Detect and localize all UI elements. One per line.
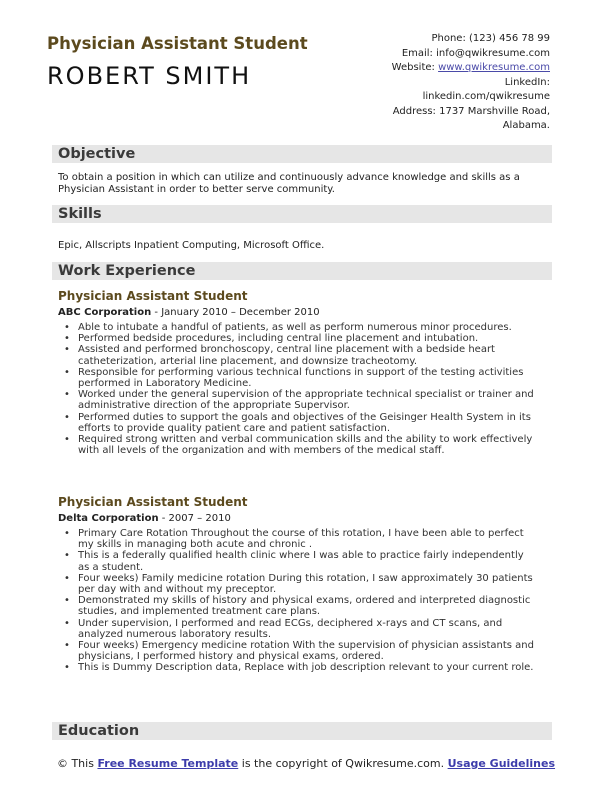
section-title: Objective [58, 146, 136, 162]
job-title: Physician Assistant Student [58, 495, 248, 509]
job-bullets [58, 322, 536, 456]
contact-block [392, 32, 550, 134]
job-bullets [58, 528, 536, 674]
employer-line [58, 513, 231, 524]
contact-website: Website: www.qwikresume.com [391, 62, 550, 73]
objective-text: To obtain a position in which can utilize and continuously advance knowledge and skills as a Physician Assistant in order to better serve community. [58, 172, 520, 195]
list-item: • Performed bedside procedures, including central line placement and intubation. [58, 333, 536, 344]
section-title: Education [58, 723, 140, 739]
phone-value: (123) 456 78 99 [469, 33, 550, 44]
contact-linkedin-label: LinkedIn: [504, 76, 550, 88]
list-item: • This is a federally qualified health clinic where I was able to practice fairly independently as a student. [58, 550, 536, 572]
section-title: Work Experience [58, 263, 196, 279]
list-item: • Four weeks) Emergency medicine rotation With the supervision of physician assistants and physicians, I performed history and physical exams, ordered. [58, 640, 536, 662]
company-name: Delta Corporation [58, 513, 159, 524]
section-header-objective [52, 145, 552, 163]
list-item: • Demonstrated my skills of history and physical exams, ordered and interpreted diagnostic studies, and implemented treatment care plans. [58, 595, 536, 617]
candidate-name: ROBERT SMITH [47, 62, 252, 90]
list-item: • Four weeks) Family medicine rotation During this rotation, I saw approximately 30 patients per day with and without my preceptor. [58, 573, 536, 595]
list-item: • Under supervision, I performed and read ECGs, deciphered x-rays and CT scans, and analyzed numerous laboratory results. [58, 618, 536, 640]
contact-linkedin-value[interactable]: linkedin.com/qwikresume [422, 91, 550, 102]
company-name: ABC Corporation [58, 307, 152, 318]
contact-phone: Phone: (123) 456 78 99 [431, 33, 550, 44]
section-header-education [52, 722, 552, 740]
contact-email: Email: info@qwikresume.com [401, 47, 550, 59]
contact-address: Address: 1737 Marshville Road, [392, 105, 550, 117]
email-value[interactable]: info@qwikresume.com [436, 47, 550, 59]
skills-text: Epic, Allscripts Inpatient Computing, Microsoft Office. [58, 240, 325, 251]
job-title: Physician Assistant Student [58, 289, 248, 303]
list-item: • Required strong written and verbal communication skills and the ability to work effectively with all levels of the organization and with members of the medical staff. [58, 434, 536, 456]
section-header-skills [52, 205, 552, 223]
job-dates: - 2007 – 2010 [158, 513, 231, 524]
free-resume-template-link[interactable]: Free Resume Template [97, 757, 239, 770]
list-item: • Worked under the general supervision of the appropriate technical specialist or trainer and administrative direction of the appropriate Supervisor. [58, 389, 536, 411]
list-item: • Assisted and performed bronchoscopy, central line placement with a bedside heart catheterization, arterial line placement, and downsize tracheotomy. [58, 344, 536, 366]
list-item: • Responsible for performing various technical functions in support of the testing activities performed in Laboratory Medicine. [58, 367, 536, 389]
list-item: • Able to intubate a handful of patients, as well as perform numerous minor procedures. [58, 322, 536, 333]
header-job-title: Physician Assistant Student [47, 34, 308, 53]
contact-address-line2: Alabama. [502, 120, 550, 131]
job-dates: - January 2010 – December 2010 [151, 307, 320, 318]
list-item: • Primary Care Rotation Throughout the course of this rotation, I have been able to perfect my skills in managing both acute and chronic . [58, 528, 536, 550]
employer-line [58, 307, 320, 318]
copyright-footer: © This Free Resume Template is the copyright of Qwikresume.com. Usage Guidelines [56, 757, 556, 770]
list-item: • This is Dummy Description data, Replace with job description relevant to your current role. [58, 662, 536, 673]
website-link[interactable]: www.qwikresume.com [438, 62, 550, 73]
section-title: Skills [58, 206, 102, 222]
section-header-work-experience [52, 262, 552, 280]
usage-guidelines-link[interactable]: Usage Guidelines [447, 757, 556, 770]
list-item: • Performed duties to support the goals and objectives of the Geisinger Health System in its efforts to provide quality patient care and patient satisfaction. [58, 412, 536, 434]
